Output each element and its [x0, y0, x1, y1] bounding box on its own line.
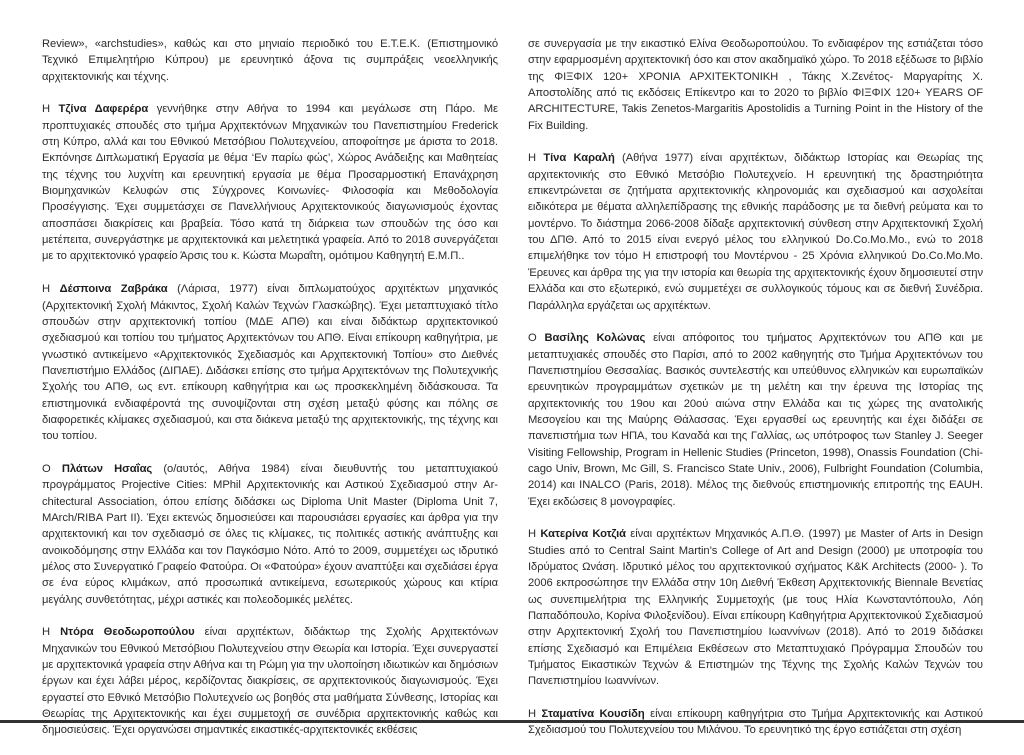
bio-paragraph-dafere: Η Τζίνα Δαφερέρα γεννήθηκε στην Αθήνα το 1994 και μεγάλωσε στη Πάρο. Με προπτυχιακές σπουδές στο τμήμα Αρχιτεκτόνων Μηχανικών του Πανεπιστημίου Frederick στη Κύπρο, αλλά και του Εθνικού Μετσόβιου Πολυτεχνείου, αποφοίτησε με άριστα το 2018. Εκπόνησε Διπλωματική Εργασία με θέμα ‘Εν παρίω φώς’, Χώρος Ανάδειξης και Μαθητείας της τέχνης του λυχνίτη και ερευνητική εργασία με θέμα Προσαρμοστική Επανάχρηση Βιομηχανικών Κελυφών στις Σύγχρονες Κοινωνίες- Φιλοσοφία και Μεθοδολογία Προσέγγισης. Έχει συμμετάσχει σε Πανελλήνιους Αρχιτεκτονικούς διαγωνισμούς έχοντας αποσπάσει διακρίσεις και βραβεία. Τόσο κατά τη διάρκεια των σπουδών της όσο και μετέπειτα, συνεργάστηκε με αρχιτεκτονικά και μελετητικά γραφεία. Από το 2018 συνεργάζεται με το αρχιτεκτονικό γραφείο Άρσις του κ. Κώστα Μωραΐτη, ομότιμου Καθηγητή Ε.Μ.Π.. — [42, 103, 498, 263]
person-name: Τίνα Καραλή — [543, 152, 615, 165]
person-name: Δέσποινα Ζαβράκα — [59, 283, 168, 296]
bio-paragraph-kousidi: Η Σταματίνα Κουσίδη είναι επίκουρη καθηγήτρια στο Τμήμα Αρχιτεκτονικής και Αστικού Σχεδιασμού του Πολυτεχνείου του Μιλάνου. Το ερευνητικό της έργο εστιάζεται στη σχέση — [528, 708, 983, 737]
bio-paragraph-karali: Η Τίνα Καραλή (Αθήνα 1977) είναι αρχιτέκτων, διδάκτωρ Ιστορίας και Θεωρίας της αρχιτεκτονικής στο Εθνικό Μετσόβιο Πολυτεχνείο. Η ερευνητική της δραστηριότητα επικεντρώνεται σε ζητήματα αρχιτεκτονικής κληρονομιάς και σχεδιασμού και ασχολείται ειδικότερα με θέματα αλληλεπίδρασης της εθνικής παράδοσης με τα διεθνή ρεύματα και το μοντέρνο. Το διάστημα 2066-2008 δίδαξε αρχιτεκτονική σύνθεση στην Αρχιτεκτονική Σχολή του ΔΠΘ. Από το 2015 είναι ενεργό μέλος του ελληνικού Do.Co.Mo.Mo., ενώ το 2018 επιμελήθηκε τον τόμο Η επιστροφή του Μοντέρνου - 25 Χρόνια ελληνικού Do.Co.Mo.Mo. Έρευνες και άρθρα της για την ιστορία και θεωρία της αρχιτεκτονικής έχουν δημοσιευτεί στην Ελλάδα και στο εξωτερικό, ενώ συμμετέχει σε συλλογικούς τόμους και σε διεθνή Συνέδρια. Παράλληλα εργάζεται ως αρχιτέκτων. — [528, 152, 984, 312]
person-name: Σταματίνα Κουσίδη — [541, 708, 645, 721]
person-name: Κατερίνα Κοτζιά — [540, 528, 626, 541]
bio-paragraph-continuation: Review», «archstudies», καθώς και στο μηνιαίο περιοδικό του Ε.Τ.Ε.Κ. (Επιστημονικό Τεχνικό Επιμελητήριο Κύπρου) με ερευνητικό άξονα τις συμπράξεις νεοελληνικής αρχιτεκτονικής και τέχνης. — [42, 38, 498, 83]
left-column — [42, 36, 498, 755]
bio-paragraph-isaias: Ο Πλάτων Ησαΐας (ο/αυτός, Αθήνα 1984) είναι διευθυντής του μεταπτυχιακού προγράμματος Projective Cities: MPhil Αρχιτεκτονικής και Αστικού Σχεδιασμού στην Architectural Association, όπου επίσης διδάσκει ως Diploma Unit Master (Diploma Unit 7, MArch/RIBA Part II). Έχει εκτενώς δημοσιεύσει και παρουσιάσει εργασίες και άρθρα για την αρχιτεκτονική και τον σχεδιασμό σε όλες τις κλίμακες, τις πολιτικές αστικής ανάπτυξης και ανοικοδόμησης στην Ελλάδα και τον Παγκόσμιο Νότο. Από το 2009, συμμετέχει ως ιδρυτικό μέλος στο Συνεργατικό Γραφείο Φατούρα. Οι «Φατούρα» έχουν αναπτύξει και σχεδιάσει έργα σε ένα εύρος κλιμάκων, από προσωπικά αντικείμενα, εσωτερικούς χώρους και κτίρια μεγάλης συνθετότητας, μέχρι αστικές και πολεοδομικές μελέτες. — [42, 462, 498, 606]
person-name: Βασίλης Κολώνας — [544, 332, 646, 345]
bio-paragraph-kolonas: Ο Βασίλης Κολώνας είναι απόφοιτος του τμήματος Αρχιτεκτόνων του ΑΠΘ και με μεταπτυχιακές σπουδές στο Παρίσι, από το 2002 καθηγητής στο Τμήμα Αρχιτεκτόνων του Πανεπιστημίου Θεσσαλίας. Βασικός συντελεστής και υπεύθυνος ελληνικών και ευρωπαϊκών ερευνητικών προγραμμάτων σχετικών με τη μελέτη και την έρευνα της Ιστορίας της αρχιτεκτονικής του 19ου και 20ού αιώνα στην Ελλάδα και τις χώρες της ανατολικής Μεσογείου και της Μαύρης Θάλασσας. Έχει εργασθεί ως ερευνητής και έχει διδάξει σε πανεπιστήμια των ΗΠΑ, του Καναδά και της Γαλλίας, ως υπότροφος των Stanley J. Seeger Visiting Fellowship, Program in Hellenic Studies (Princeton, 1998), Onassis Foundation (Chicago Univ, Brown, Mc Gill, S. Francisco State Univ., 2006), Fulbright Foundation (Columbia, 2014) και INALCO (Paris, 2018). Μέλος της διεθνούς επιστημονικής επιτροπής της EAUH. Έχει εκδώσεις 8 μονογραφίες. — [528, 332, 983, 508]
bio-paragraph-zavraka: Η Δέσποινα Ζαβράκα (Λάρισα, 1977) είναι διπλωματούχος αρχιτέκτων μηχανικός (Αρχιτεκτονική Σχολή Μάκιντος, Σχολή Καλών Τεχνών Γλασκώβης). Έχει μεταπτυχιακό τίτλο σπουδών στην αρχιτεκτονική τοπίου (ΜΔΕ ΑΠΘ) και είναι διδάκτωρ αρχιτεκτονικού σχεδιασμού και τοπίου του τμήματος Αρχιτεκτόνων του ΑΠΘ. Είναι επίκουρη καθηγήτρια, με γνωστικό αντικείμενο «Αρχιτεκτονικός Σχεδιασμός και Αρχιτεκτονική Τοπίου» στο Διεθνές Πανεπιστήμιο Ελλάδος (ΔΙΠΑΕ). Διδάσκει επίσης στο τμήμα Αρχιτεκτόνων της Πολυτεχνικής Σχολής του ΑΠΘ, ως εντ. επίκουρη καθηγήτρια και ως προσκεκλημένη διδάσκουσα. Τα επιστημονικά ενδιαφέροντά της συνοψίζονται στη σχέση μεταξύ φύσης και πόλης σε διαφορετικές κλίμακες σχεδιασμού, και στα διάκενα μεταξύ της αρχιτεκτονικής, της τέχνης και του τοπίου. — [42, 283, 498, 443]
bio-paragraph-theodoropoulou: Η Ντόρα Θεοδωροπούλου είναι αρχιτέκτων, διδάκτωρ της Σχολής Αρχιτεκτόνων Μηχανικών του Εθνικού Μετσόβιου Πολυτεχνείου στην Θεωρία και Ιστορία. Έχει συνεργαστεί με αρχιτεκτονικά γραφεία στην Αθήνα και τη Ρώμη για την υλοποίηση ιδιωτικών και δημόσιων έργων και έχει λάβει μέρος, κερδίζοντας διακρίσεις, σε αρχιτεκτονικούς διαγωνισμούς. Έχει εργαστεί στο Εθνικό Μετσόβιο Πολυτεχνείο ως βοηθός στα μαθήματα Σύνθεσης, Ιστορίας και Θεωρίας της Αρχιτεκτονικής και έχει συμμετοχή σε συνέδρια αρχιτεκτονικής καθώς και δημοσιεύσεις. Έχει οργανώσει σημαντικές εικαστικές-αρχιτεκτονικές εκθέσεις — [42, 626, 498, 737]
right-column — [528, 36, 983, 755]
bio-paragraph-continuation: σε συνεργασία με την εικαστικό Ελίνα Θεοδωροπούλου. Το ενδιαφέρον της εστιάζεται τόσο στην εφαρμοσμένη αρχιτεκτονική όσο και στον ακαδημαϊκό χώρο. Το 2018 εξέδωσε το βιβλίο της ΦΙΞΦΙΧ 120+ ΧΡΟΝΙΑ ΑΡΧΙΤΕΚΤΟΝΙΚΗ , Τάκης Χ.Ζενέτος- Μαργαρίτης Χ. Αποστολίδης από τις εκδόσεις Επίκεντρο και το 2020 το βιβλίο ΦΙΞΦΙΧ 120+ YEARS OF ARCHITECTURE, Takis Zenetos-Margaritis Apostolidis a Turning Point in the History of the Fix Building. — [528, 38, 983, 132]
person-name: Πλάτων Ησαΐας — [61, 462, 153, 475]
person-name: Τζίνα Δαφερέρα — [58, 103, 149, 116]
bio-paragraph-kotzia: Η Κατερίνα Κοτζιά είναι αρχιτέκτων Μηχανικός Α.Π.Θ. (1997) με Master of Arts in Design Studies από το Central Saint Martin’s College of Art and Design (2000) με υποτροφία του Ιδρύματος Ωνάση. Ιδρυτικό μέλος του αρχιτεκτονικού σχήματος K&K Architects (2000- ). Το 2006 εκπροσώπησε την Ελλάδα στην 10η Διεθνή Έκθεση Αρχιτεκτονικής Biennale Βενετίας ως συνεπιμελήτρια της Ελληνικής Συμμετοχής (με τους Ηλία Κωνσταντόπουλο, Λόη Παπαδόπουλο, Κορίνα Φιλοξενίδου). Είναι επίκουρη Καθηγήτρια Αρχιτεκτονικού Σχεδιασμού στην Αρχιτεκτονική Σχολή του Πανεπιστημίου Ιωαννίνων (2018). Από το 2019 διδάσκει επίσης Σχεδιασμό και Επιμέλεια Εκθέσεων στο Μεταπτυχιακό Πρόγραμμα Σπουδών του Τμήματος Εικαστικών Τεχνών & Επιστημών της Τέχνης της Σχολής Καλών Τεχνών του Πανεπιστημίου Ιωαννίνων. — [528, 528, 983, 688]
person-name: Ντόρα Θεοδωροπούλου — [60, 626, 195, 639]
